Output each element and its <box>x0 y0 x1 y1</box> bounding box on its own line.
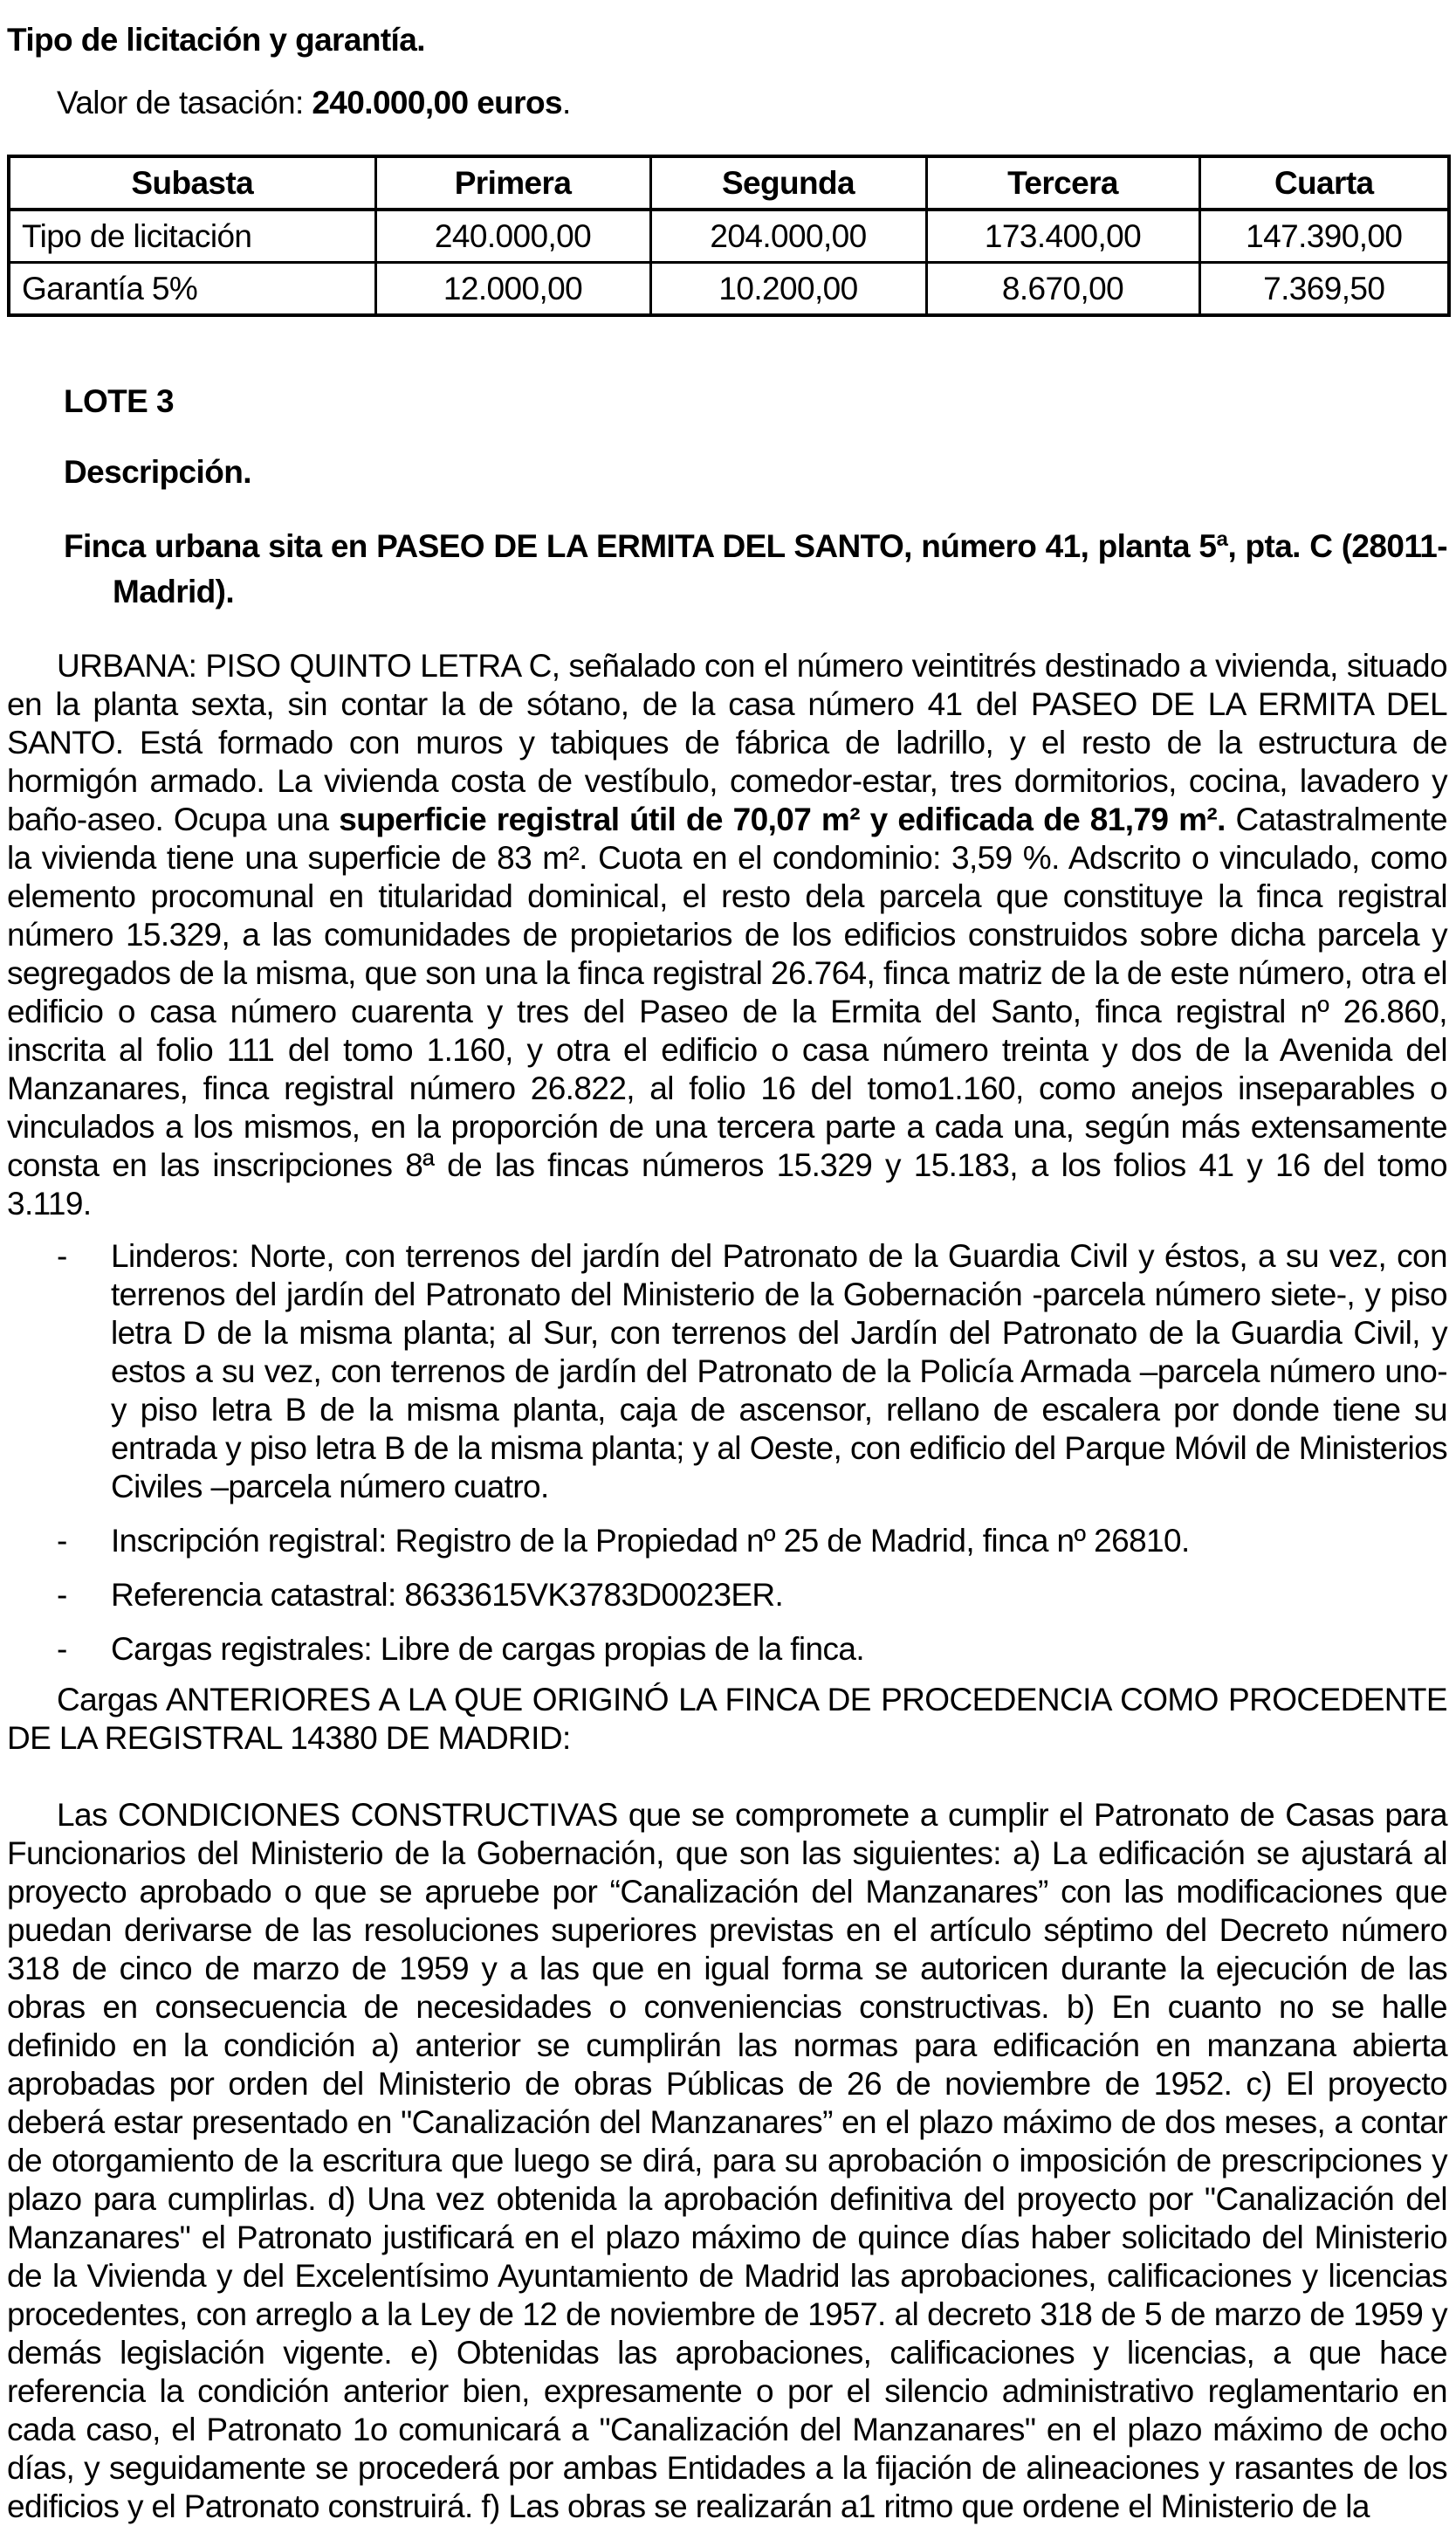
list-item-referencia-catastral <box>7 1576 1447 1614</box>
column-header: Segunda <box>650 156 926 210</box>
bullet-marker: - <box>57 1238 67 1274</box>
table-header-row <box>9 156 1449 210</box>
column-header: Cuarta <box>1199 156 1449 210</box>
valuation-line <box>7 84 1447 122</box>
row-label: Garantía 5% <box>9 263 375 316</box>
row-label: Tipo de licitación <box>9 210 375 263</box>
list-item-text: Linderos: Norte, con terrenos del jardín del Patronato de la Guardia Civil y éstos, a su vez, con terrenos del jardín del Patronato del Ministerio de la Gobernación -parcela número siete-, y piso letra D de la misma planta; al Sur, con terrenos del Jardín del Patronato de la Guardia Civil, y estos a su vez, con terrenos de jardín del Patronato de la Policía Armada –parcela número uno- y piso letra B de la misma planta, caja de ascensor, rellano de escalera por donde tiene su entrada y piso letra B de la misma planta; y al Oeste, con edificio del Parque Móvil de Ministerios Civiles –parcela número cuatro. <box>111 1238 1447 1504</box>
cell-value: 10.200,00 <box>650 263 926 316</box>
cell-value: 204.000,00 <box>650 210 926 263</box>
lot-heading: LOTE 3 <box>64 383 174 419</box>
section-title: Tipo de licitación y garantía. <box>7 22 425 58</box>
column-header: Primera <box>375 156 650 210</box>
surface-area-bold: superficie registral útil de 70,07 m² y edificada de 81,79 m². <box>339 802 1226 837</box>
bullet-list <box>7 1237 1447 1669</box>
valuation-label: Valor de tasación: <box>57 85 312 120</box>
property-description <box>7 647 1447 1223</box>
list-item-inscripcion-registral <box>7 1522 1447 1560</box>
cell-value: 7.369,50 <box>1199 263 1449 316</box>
cell-value: 147.390,00 <box>1199 210 1449 263</box>
prior-charges-paragraph: Cargas ANTERIORES A LA QUE ORIGINÓ LA FINCA DE PROCEDENCIA COMO PROCEDENTE DE LA REGISTRAL 14380 DE MADRID: <box>7 1682 1447 1756</box>
cell-value: 173.400,00 <box>926 210 1199 263</box>
description-text: Catastralmente la vivienda tiene una superficie de 83 m². Cuota en el condominio: 3,59 %. Adscrito o vinculado, como elemento procomunal en titularidad dominical, el resto dela parcela que constituye la finca registral número 15.329, a las comunidades de propietarios de los edificios construidos sobre dicha parcela y segregados de la misma, que son una la finca registral 26.764, finca matriz de la de este número, otra el edificio o casa número cuarenta y tres del Paseo de la Ermita del Santo, finca registral nº 26.860, inscrita al folio 111 del tomo 1.160, y otra el edificio o casa número treinta y dos de la Avenida del Manzanares, finca registral número 26.822, al folio 16 del tomo1.160, como anejos inseparables o vinculados a los mismos, en la proporción de una tercera parte a cada una, según más extensamente consta en las inscripciones 8ª de las fincas números 15.329 y 15.183, a los folios 41 y 16 del tomo 3.119. <box>7 802 1448 1222</box>
description-heading: Descripción. <box>64 454 251 490</box>
auction-table <box>7 155 1451 317</box>
valuation-suffix: . <box>561 85 571 120</box>
table-row <box>9 210 1449 263</box>
property-title: Finca urbana sita en PASEO DE LA ERMITA DEL SANTO, número 41, planta 5ª, pta. C (28011-Madrid). <box>64 528 1447 609</box>
cell-value: 8.670,00 <box>926 263 1199 316</box>
list-item-text: Referencia catastral: 8633615VK3783D0023ER. <box>111 1577 784 1613</box>
list-item-linderos <box>7 1237 1447 1506</box>
bullet-marker: - <box>57 1631 67 1667</box>
bullet-marker: - <box>57 1577 67 1613</box>
valuation-amount: 240.000,00 euros <box>312 85 562 120</box>
list-item-cargas-registrales <box>7 1630 1447 1669</box>
table-row <box>9 263 1449 316</box>
bullet-marker: - <box>57 1523 67 1559</box>
column-header: Subasta <box>9 156 375 210</box>
list-item-text: Cargas registrales: Libre de cargas propias de la finca. <box>111 1631 865 1667</box>
construction-conditions-paragraph: Las CONDICIONES CONSTRUCTIVAS que se compromete a cumplir el Patronato de Casas para Funcionarios del Ministerio de la Gobernación, que son las siguientes: a) La edificación se ajustará al proyecto aprobado o que se apruebe por “Canalización del Manzanares” con las modificaciones que puedan derivarse de las resoluciones superiores previstas en el artículo séptimo del Decreto número 318 de cinco de marzo de 1959 y a las que en igual forma se autoricen durante la ejecución de las obras en consecuencia de necesidades o conveniencias constructivas. b) En cuanto no se halle definido en la condición a) anterior se cumplirán las normas para edificación en manzana abierta aprobadas por orden del Ministerio de obras Públicas de 26 de noviembre de 1952. c) El proyecto deberá estar presentado en "Canalización del Manzanares” en el plazo máximo de dos meses, a contar de otorgamiento de la escritura que luego se dirá, para su aprobación o imposición de prescripciones y plazo para cumplirlas. d) Una vez obtenida la aprobación definitiva del proyecto por "Canalización del Manzanares" el Patronato justificará en el plazo máximo de quince días haber solicitado del Ministerio de la Vivienda y del Excelentísimo Ayuntamiento de Madrid las aprobaciones, calificaciones y licencias procedentes, con arreglo a la Ley de 12 de noviembre de 1957. al decreto 318 de 5 de marzo de 1959 y demás legislación vigente. e) Obtenidas las aprobaciones, calificaciones y licencias, a que hace referencia la condición anterior bien, expresamente o por el silencio administrativo reglamentario en cada caso, el Patronato 1o comunicará a "Canalización del Manzanares" en el plazo máximo de ocho días, y seguidamente se procederá por ambas Entidades a la fijación de alineaciones y rasantes de los edificios y el Patronato construirá. f) Las obras se realizarán a1 ritmo que ordene el Ministerio de la <box>7 1797 1447 2524</box>
column-header: Tercera <box>926 156 1199 210</box>
cell-value: 12.000,00 <box>375 263 650 316</box>
list-item-text: Inscripción registral: Registro de la Propiedad nº 25 de Madrid, finca nº 26810. <box>111 1523 1190 1559</box>
description-text: URBANA: PISO QUINTO LETRA C, señalado con el número veintitrés destinado a vivienda, situado en la planta sexta, sin contar la de sótano, de la casa número 41 del PASEO DE LA ERMITA DEL SANTO. Está formado con muros y tabiques de fábrica de ladrillo, y el resto de la estructura de hormigón armado. La vivienda costa de vestíbulo, comedor-estar, tres dormitorios, cocina, lavadero y baño-aseo. Ocupa una <box>7 648 1447 837</box>
cell-value: 240.000,00 <box>375 210 650 263</box>
